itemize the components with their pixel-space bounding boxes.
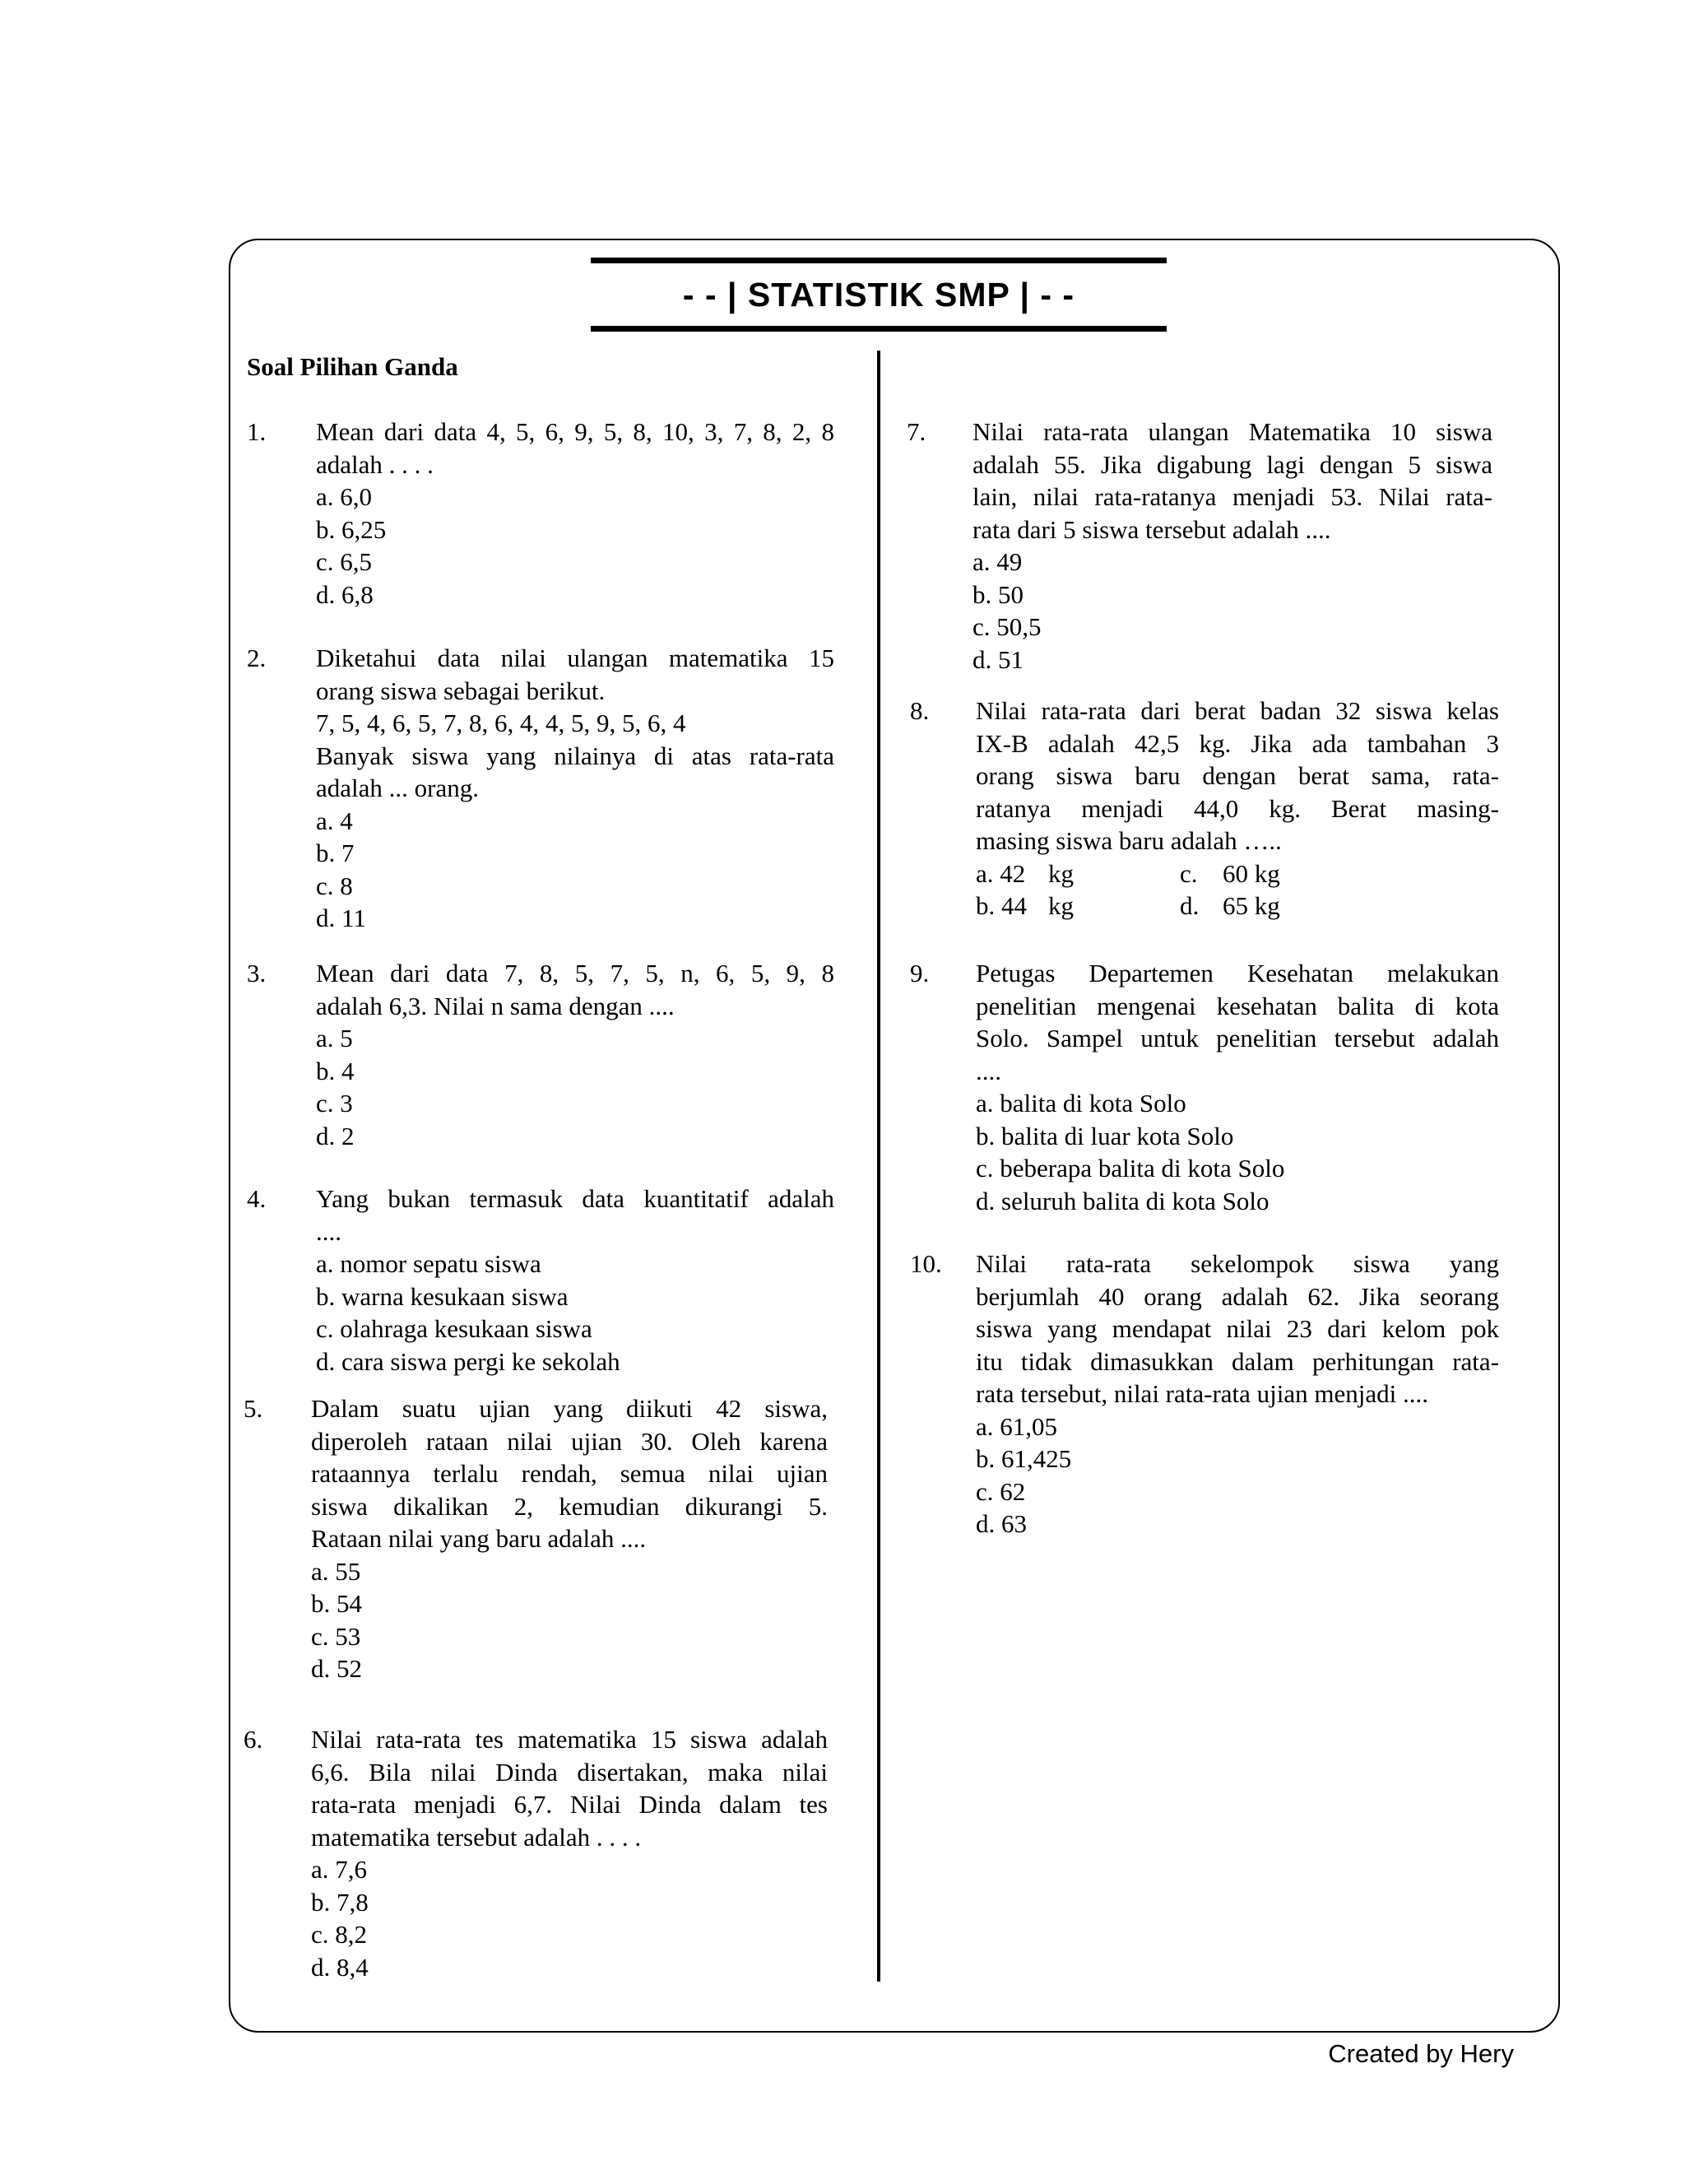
answer-option: b. 7 <box>316 839 355 867</box>
answer-option: c. 8 <box>316 871 353 900</box>
title-banner <box>591 258 1167 332</box>
answer-option: a. balita di kota Solo <box>976 1089 1186 1118</box>
answer-option-value: 65 kg <box>1223 891 1280 920</box>
answer-option: c. 8,2 <box>311 1920 368 1949</box>
question-text-line: adalah 6,3. Nilai n sama dengan .... <box>316 991 675 1020</box>
question-text-line: Nilai rata-rata ulangan Matematika 10 siswa <box>972 417 1492 446</box>
question-text-line: siswa dikalikan 2, kemudian dikurangi 5. <box>311 1491 828 1521</box>
question-number: 2. <box>247 644 267 672</box>
question-number: 5. <box>244 1394 263 1423</box>
question-text-line: masing siswa baru adalah ….. <box>976 826 1282 855</box>
question-text-line: .... <box>976 1056 1001 1085</box>
answer-option: d. 6,8 <box>316 579 374 609</box>
answer-option: a. nomor sepatu siswa <box>316 1249 541 1278</box>
answer-option: d. 2 <box>316 1121 355 1150</box>
question-text-line: adalah 55. Jika digabung lagi dengan 5 siswa <box>972 449 1492 479</box>
question-text-line: orang siswa baru dengan berat sama, rata- <box>976 761 1499 790</box>
question-text-line: berjumlah 40 orang adalah 62. Jika seorang <box>976 1281 1499 1311</box>
question-text-line: Yang bukan termasuk data kuantitatif adalah <box>316 1184 834 1213</box>
question-text-line: lain, nilai rata-ratanya menjadi 53. Nilai rata- <box>972 482 1492 511</box>
answer-option: b. 4 <box>316 1056 355 1085</box>
answer-option: d. <box>1180 891 1200 920</box>
answer-option: d. 63 <box>976 1509 1027 1538</box>
answer-option: c. 6,5 <box>316 547 373 576</box>
answer-option: d. 52 <box>311 1654 362 1683</box>
question-text-line: Mean dari data 4, 5, 6, 9, 5, 8, 10, 3, 7, 8, 2, 8 <box>316 417 834 446</box>
question-number: 4. <box>247 1184 267 1213</box>
question-text-line: Nilai rata-rata dari berat badan 32 siswa kelas <box>976 696 1499 725</box>
question-text-line: rataannya terlalu rendah, semua nilai ujian <box>311 1459 828 1488</box>
question-number: 1. <box>247 417 267 446</box>
question-text-line: penelitian mengenai kesehatan balita di kota <box>976 991 1499 1020</box>
answer-option: d. 8,4 <box>311 1952 369 1982</box>
answer-option: c. beberapa balita di kota Solo <box>976 1154 1285 1183</box>
column-divider <box>877 351 880 1982</box>
answer-option: b. 54 <box>311 1589 362 1618</box>
question-number: 6. <box>244 1725 263 1754</box>
answer-option: c. 3 <box>316 1089 353 1118</box>
question-number: 7. <box>907 417 926 446</box>
answer-option: b. warna kesukaan siswa <box>316 1281 569 1311</box>
question-text-line: Mean dari data 7, 8, 5, 7, 5, n, 6, 5, 9, 8 <box>316 959 834 987</box>
answer-option: a. 6,0 <box>316 482 373 511</box>
question-text-line: itu tidak dimasukkan dalam perhitungan rata- <box>976 1346 1499 1376</box>
answer-option: c. 53 <box>311 1621 361 1651</box>
question-text-line: Solo. Sampel untuk penelitian tersebut adalah <box>976 1024 1499 1053</box>
footer-credit: Created by Hery <box>1328 2039 1514 2068</box>
question-text-line: 7, 5, 4, 6, 5, 7, 8, 6, 4, 4, 5, 9, 5, 6, 4 <box>316 709 686 737</box>
question-number: 9. <box>910 959 930 987</box>
question-text-line: adalah ... orang. <box>316 774 479 802</box>
answer-option: a. 55 <box>311 1556 361 1586</box>
question-text-line: 6,6. Bila nilai Dinda disertakan, maka nilai <box>311 1757 828 1787</box>
answer-option: b. 7,8 <box>311 1887 369 1917</box>
question-text-line: Petugas Departemen Kesehatan melakukan <box>976 959 1499 987</box>
answer-option: b. 61,425 <box>976 1444 1072 1473</box>
answer-option-value: 60 kg <box>1223 858 1280 888</box>
answer-option: c. 50,5 <box>972 612 1042 641</box>
question-text-line: diperoleh rataan nilai ujian 30. Oleh karena <box>311 1426 828 1456</box>
question-number: 3. <box>247 959 267 987</box>
question-text-line: Nilai rata-rata tes matematika 15 siswa adalah <box>311 1725 828 1754</box>
question-text-line: matematika tersebut adalah . . . . <box>311 1822 642 1852</box>
page-title: - - | STATISTIK SMP | - - <box>682 275 1075 314</box>
answer-option: c. 62 <box>976 1476 1026 1506</box>
question-number: 10. <box>910 1249 942 1278</box>
question-text-line: Nilai rata-rata sekelompok siswa yang <box>976 1249 1499 1278</box>
answer-option: d. seluruh balita di kota Solo <box>976 1186 1270 1215</box>
question-text-line: .... <box>316 1216 341 1246</box>
answer-unit: kg <box>1048 891 1074 920</box>
answer-option: d. 51 <box>972 644 1024 674</box>
answer-option: b. 50 <box>972 579 1024 609</box>
answer-option: a. 7,6 <box>311 1855 368 1884</box>
answer-option: c. <box>1180 858 1198 888</box>
answer-option: c. olahraga kesukaan siswa <box>316 1314 592 1343</box>
answer-option: a. 42 <box>976 858 1026 888</box>
answer-option-row <box>976 857 1499 890</box>
question-text-line: ratanya menjadi 44,0 kg. Berat masing- <box>976 793 1499 823</box>
question-text-line: adalah . . . . <box>316 449 434 479</box>
question-text-line: Dalam suatu ujian yang diikuti 42 siswa, <box>311 1394 828 1423</box>
answer-option: a. 4 <box>316 806 353 835</box>
answer-option: d. 11 <box>316 904 366 932</box>
answer-option: a. 5 <box>316 1024 353 1053</box>
answer-option: d. cara siswa pergi ke sekolah <box>316 1346 620 1376</box>
answer-option: b. balita di luar kota Solo <box>976 1121 1234 1150</box>
answer-unit: kg <box>1048 858 1074 888</box>
section-heading: Soal Pilihan Ganda <box>247 352 458 381</box>
question-text-line: Diketahui data nilai ulangan matematika 15 <box>316 644 834 672</box>
question-text-line: Banyak siswa yang nilainya di atas rata-rata <box>316 741 834 770</box>
question-text-line: rata dari 5 siswa tersebut adalah .... <box>972 514 1331 544</box>
question-text-line: siswa yang mendapat nilai 23 dari kelom pok <box>976 1314 1499 1343</box>
question-text-line: rata-rata menjadi 6,7. Nilai Dinda dalam tes <box>311 1790 828 1819</box>
question-text-line: IX-B adalah 42,5 kg. Jika ada tambahan 3 <box>976 728 1499 758</box>
question-text-line: Rataan nilai yang baru adalah .... <box>311 1524 647 1553</box>
answer-option: b. 44 <box>976 891 1027 920</box>
answer-option: b. 6,25 <box>316 514 387 544</box>
answer-option: a. 49 <box>972 547 1023 576</box>
question-number: 8. <box>910 696 930 725</box>
question-text-line: rata tersebut, nilai rata-rata ujian menjadi .... <box>976 1379 1429 1408</box>
answer-option: a. 61,05 <box>976 1411 1058 1441</box>
question-text-line: orang siswa sebagai berikut. <box>316 676 606 705</box>
answer-option-row <box>976 890 1499 922</box>
